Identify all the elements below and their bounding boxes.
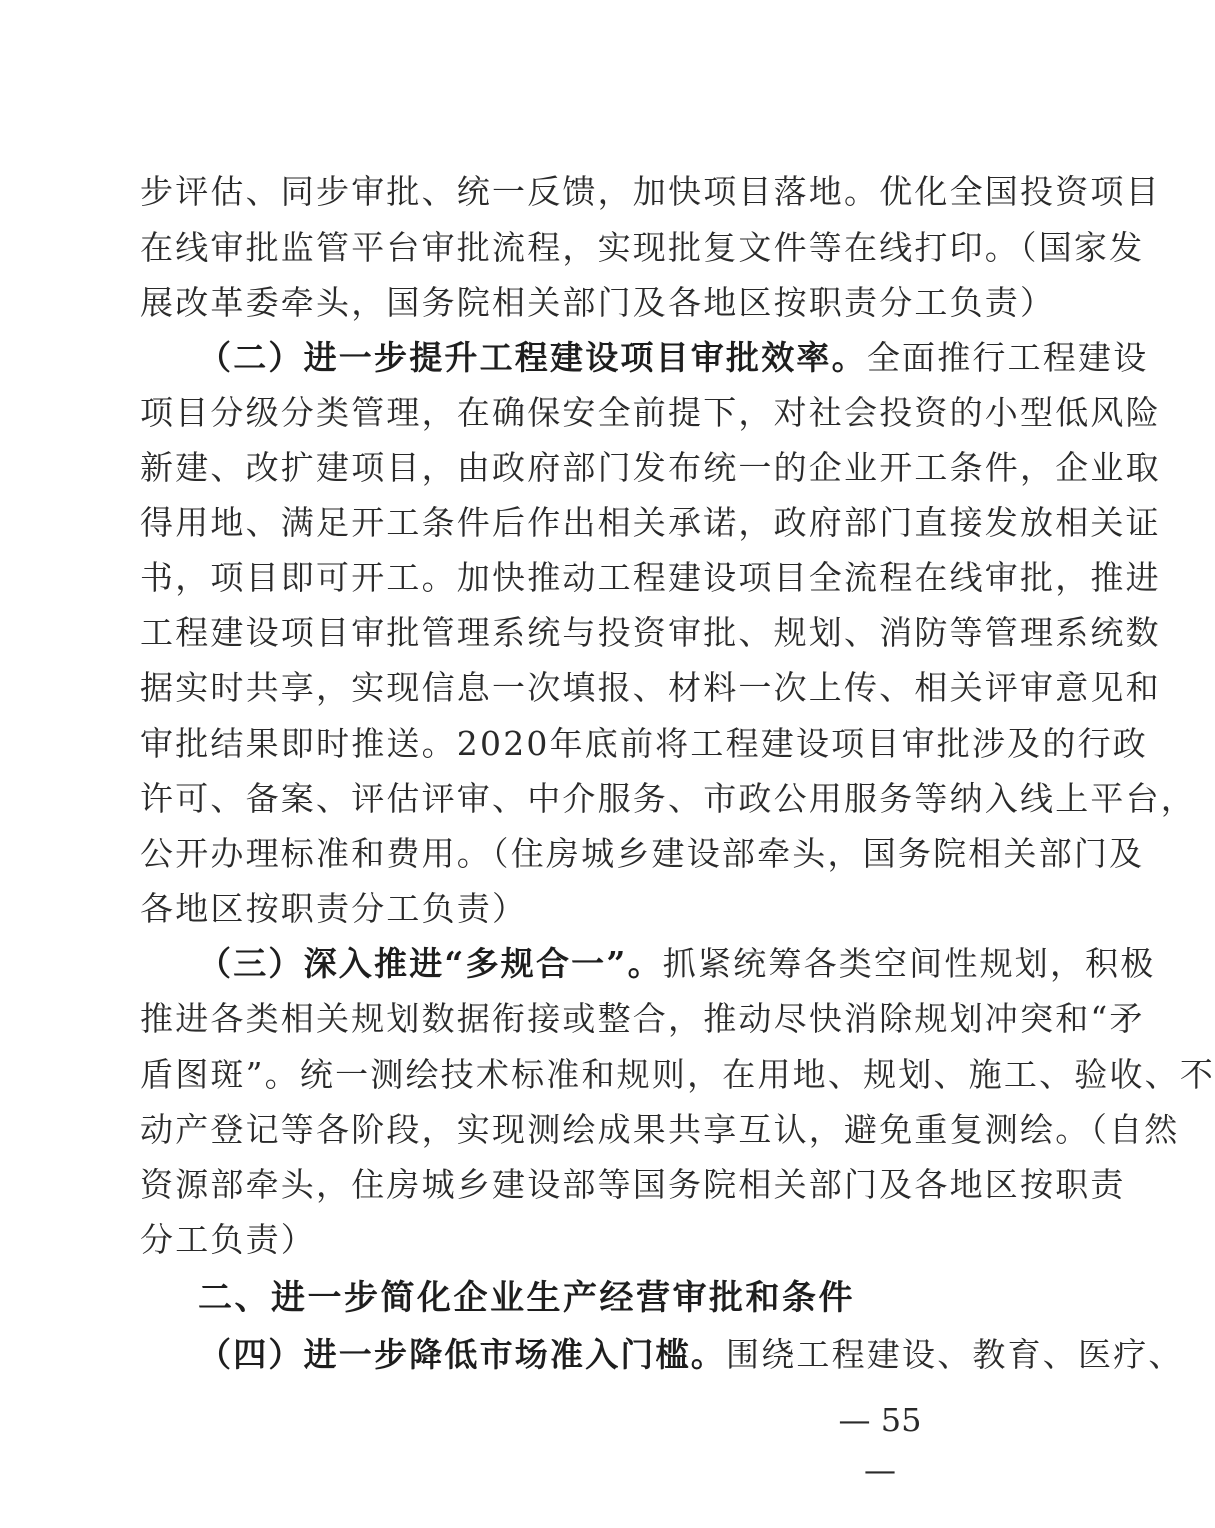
paragraph-4-first-line-text: 围绕工程建设、教育、医疗、 [726,1335,1184,1374]
paragraph-1-line-3: 展改革委牵头，国务院相关部门及各地区按职责分工负责） [140,283,1056,322]
paragraph-3-line: 动产登记等各阶段，实现测绘成果共享互认，避免重复测绘。（自然 [140,1110,1180,1149]
paragraph-2-heading: （二）进一步提升工程建设项目审批效率。 [198,338,867,377]
paragraph-2-first-line-text: 全面推行工程建设 [866,338,1149,377]
paragraph-3-heading: （三）深入推进“多规合一”。 [198,944,663,983]
paragraph-3-line: 推进各类相关规划数据衔接或整合，推动尽快消除规划冲突和“矛 [140,999,1145,1038]
paragraph-2-line: 书，项目即可开工。加快推动工程建设项目全流程在线审批，推进 [140,558,1161,597]
paragraph-3-line: 资源部牵头，住房城乡建设部等国务院相关部门及各地区按职责 [140,1165,1126,1204]
section-heading: 二、进一步简化企业生产经营审批和条件 [198,1278,855,1318]
paragraph-4-first-line [198,1325,1184,1385]
paragraph-3-line: 分工负责） [140,1220,316,1259]
paragraph-4-heading: （四）进一步降低市场准入门槛。 [198,1335,726,1374]
paragraph-2-line: 项目分级分类管理，在确保安全前提下，对社会投资的小型低风险 [140,393,1161,432]
paragraph-2-line: 工程建设项目审批管理系统与投资审批、规划、消防等管理系统数 [140,613,1161,652]
paragraph-2-line: 公开办理标准和费用。（住房城乡建设部牵头，国务院相关部门及 [140,834,1145,873]
page-number: — 55 — [838,1401,922,1489]
paragraph-2-line: 新建、改扩建项目，由政府部门发布统一的企业开工条件，企业取 [140,448,1161,487]
paragraph-2-line: 各地区按职责分工负责） [140,889,528,928]
paragraph-1-line-1: 步评估、同步审批、统一反馈，加快项目落地。优化全国投资项目 [140,172,1161,211]
paragraph-2-line: 得用地、满足开工条件后作出相关承诺，政府部门直接发放相关证 [140,503,1161,542]
paragraph-3-first-line-text: 抓紧统筹各类空间性规划，积极 [662,944,1156,983]
paragraph-3-first-line [198,934,1156,994]
paragraph-2-line: 许可、备案、评估评审、中介服务、市政公用服务等纳入线上平台， [140,779,1196,818]
paragraph-2-line: 据实时共享，实现信息一次填报、材料一次上传、相关评审意见和 [140,668,1161,707]
paragraph-3-line: 盾图斑”。统一测绘技术标准和规则，在用地、规划、施工、验收、不 [140,1055,1215,1094]
paragraph-2-line: 审批结果即时推送。2020年底前将工程建设项目审批涉及的行政 [140,724,1148,763]
paragraph-1-line-2: 在线审批监管平台审批流程，实现批复文件等在线打印。（国家发 [140,228,1145,267]
paragraph-2-first-line [198,328,1149,388]
